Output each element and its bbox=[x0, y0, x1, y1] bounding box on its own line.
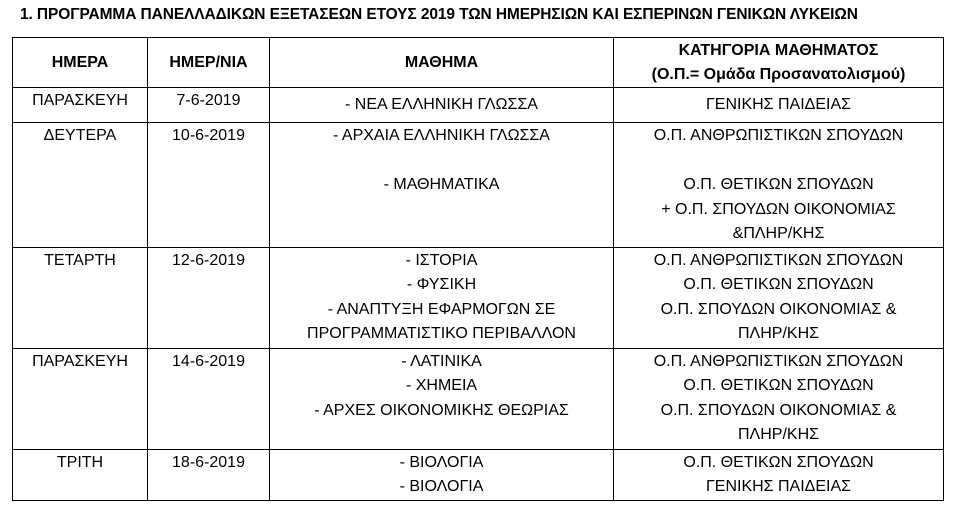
cell-categories bbox=[614, 449, 944, 500]
header-subject: ΜΑΘΗΜΑ bbox=[270, 38, 614, 88]
category-line: &ΠΛΗΡ/ΚΗΣ bbox=[732, 225, 825, 242]
category-line: Ο.Π. ΘΕΤΙΚΩΝ ΣΠΟΥΔΩΝ bbox=[683, 276, 874, 293]
cell-day: ΠΑΡΑΣΚΕΥΗ bbox=[13, 348, 148, 449]
header-category-title: ΚΑΤΗΓΟΡΙΑ ΜΑΘΗΜΑΤΟΣ bbox=[678, 41, 879, 59]
subject-line: - ΑΡΧΕΣ ΟΙΚΟΝΟΜΙΚΗΣ ΘΕΩΡΙΑΣ bbox=[314, 401, 569, 419]
subject-line: - ΜΑΘΗΜΑΤΙΚΑ bbox=[383, 176, 500, 193]
table-row bbox=[13, 449, 944, 500]
document-title: 1. ΠΡΟΓΡΑΜΜΑ ΠΑΝΕΛΛΑΔΙΚΩΝ ΕΞΕΤΑΣΕΩΝ ΕΤΟΥΣ 2019 ΤΩΝ ΗΜΕΡΗΣΙΩΝ ΚΑΙ ΕΣΠΕΡΙΝΩΝ ΓΕΝΙΚΩΝ ΛΥΚΕΙΩΝ bbox=[20, 6, 858, 23]
subject-line: - ΦΥΣΙΚΗ bbox=[406, 276, 477, 293]
cell-date: 14-6-2019 bbox=[148, 348, 270, 449]
header-category bbox=[614, 38, 944, 88]
cell-categories bbox=[614, 348, 944, 449]
cell-categories bbox=[614, 247, 944, 348]
category-line: ΠΛΗΡ/ΚΗΣ bbox=[737, 426, 820, 443]
category-line: Ο.Π. ΑΝΘΡΩΠΙΣΤΙΚΩΝ ΣΠΟΥΔΩΝ bbox=[653, 127, 904, 144]
subject-line: - ΧΗΜΕΙΑ bbox=[405, 377, 478, 394]
category-line: Ο.Π. ΣΠΟΥΔΩΝ ΟΙΚΟΝΟΜΙΑΣ & bbox=[660, 300, 897, 318]
cell-date: 7-6-2019 bbox=[148, 88, 270, 123]
table-row bbox=[13, 123, 944, 248]
cell-day: ΠΑΡΑΣΚΕΥΗ bbox=[13, 88, 148, 123]
cell-day: ΤΡΙΤΗ bbox=[13, 449, 148, 500]
category-line: Ο.Π. ΘΕΤΙΚΩΝ ΣΠΟΥΔΩΝ bbox=[683, 453, 874, 471]
cell-date: 12-6-2019 bbox=[148, 247, 270, 348]
cell-subjects bbox=[270, 88, 614, 123]
header-category-note: (Ο.Π.= Ομάδα Προσανατολισμού) bbox=[651, 65, 906, 83]
cell-categories bbox=[614, 88, 944, 123]
subject-line: - ΒΙΟΛΟΓΙΑ bbox=[399, 453, 484, 471]
subject-line: - ΛΑΤΙΝΙΚΑ bbox=[401, 352, 482, 370]
cell-subjects bbox=[270, 449, 614, 500]
cell-subjects bbox=[270, 123, 614, 248]
table-header-row bbox=[13, 38, 944, 88]
table-row bbox=[13, 348, 944, 449]
cell-date: 18-6-2019 bbox=[148, 449, 270, 500]
category-line: ΓΕΝΙΚΗΣ ΠΑΙΔΕΙΑΣ bbox=[705, 96, 852, 113]
category-line: Ο.Π. ΑΝΘΡΩΠΙΣΤΙΚΩΝ ΣΠΟΥΔΩΝ bbox=[653, 352, 904, 370]
category-line: ΠΛΗΡ/ΚΗΣ bbox=[737, 325, 820, 342]
subject-line: - ΑΡΧΑΙΑ ΕΛΛΗΝΙΚΗ ΓΛΩΣΣΑ bbox=[333, 127, 550, 144]
header-day: ΗΜΕΡΑ bbox=[13, 38, 148, 88]
subject-line: ΠΡΟΓΡΑΜΜΑΤΙΣΤΙΚΟ ΠΕΡΙΒΑΛΛΟΝ bbox=[307, 325, 576, 342]
category-line: Ο.Π. ΘΕΤΙΚΩΝ ΣΠΟΥΔΩΝ bbox=[683, 176, 874, 193]
cell-date: 10-6-2019 bbox=[148, 123, 270, 248]
cell-subjects bbox=[270, 348, 614, 449]
cell-day: ΤΕΤΑΡΤΗ bbox=[13, 247, 148, 348]
subject-line: - ΑΝΑΠΤΥΞΗ ΕΦΑΡΜΟΓΩΝ ΣΕ bbox=[327, 300, 556, 318]
cell-day: ΔΕΥΤΕΡΑ bbox=[13, 123, 148, 248]
category-line: Ο.Π. ΣΠΟΥΔΩΝ ΟΙΚΟΝΟΜΙΑΣ & bbox=[660, 401, 897, 419]
table-row bbox=[13, 247, 944, 348]
category-line: + Ο.Π. ΣΠΟΥΔΩΝ ΟΙΚΟΝΟΜΙΑΣ bbox=[661, 200, 896, 218]
exam-schedule-table bbox=[12, 37, 944, 501]
category-line: Ο.Π. ΑΝΘΡΩΠΙΣΤΙΚΩΝ ΣΠΟΥΔΩΝ bbox=[653, 251, 904, 269]
cell-subjects bbox=[270, 247, 614, 348]
cell-categories bbox=[614, 123, 944, 248]
subject-line: - ΝΕΑ ΕΛΛΗΝΙΚΗ ΓΛΩΣΣΑ bbox=[345, 96, 538, 113]
table-row bbox=[13, 88, 944, 123]
subject-line-blank bbox=[272, 149, 611, 174]
category-line-blank bbox=[616, 149, 941, 174]
header-date: ΗΜΕΡ/ΝΙΑ bbox=[148, 38, 270, 88]
subject-line: - ΒΙΟΛΟΓΙΑ bbox=[399, 478, 484, 495]
category-line: ΓΕΝΙΚΗΣ ΠΑΙΔΕΙΑΣ bbox=[705, 478, 852, 495]
subject-line: - ΙΣΤΟΡΙΑ bbox=[405, 251, 478, 269]
category-line: Ο.Π. ΘΕΤΙΚΩΝ ΣΠΟΥΔΩΝ bbox=[683, 377, 874, 394]
